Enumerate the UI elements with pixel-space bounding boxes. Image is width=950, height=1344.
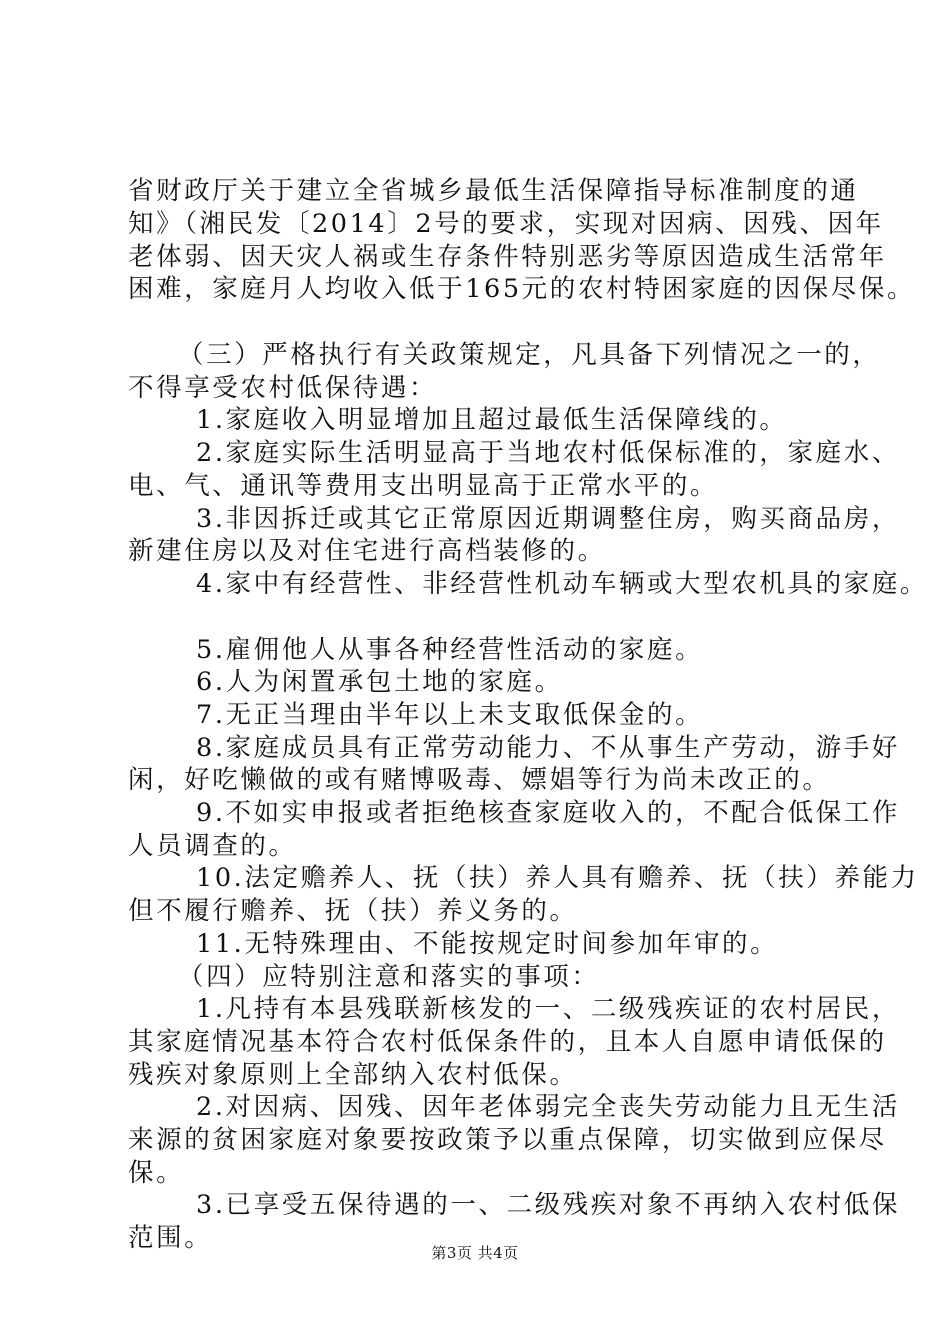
text-line: 范围。: [128, 1223, 213, 1253]
text-line: 3.已享受五保待遇的一、二级残疾对象不再纳入农村低保: [196, 1190, 900, 1220]
text-line: 8.家庭成员具有正常劳动能力、不从事生产劳动，游手好: [196, 733, 900, 763]
text-line: 知》（湘民发〔2014〕2号的要求，实现对因病、因残、因年: [128, 209, 884, 239]
text-line: 4.家中有经营性、非经营性机动车辆或大型农机具的家庭。: [196, 569, 929, 599]
text-line: 电、气、通讯等费用支出明显高于正常水平的。: [128, 471, 719, 501]
text-line: 不得享受农村低保待遇：: [128, 373, 438, 403]
text-line: 残疾对象原则上全部纳入农村低保。: [128, 1060, 578, 1090]
text-line: 1.凡持有本县残联新核发的一、二级残疾证的农村居民，: [196, 994, 900, 1024]
text-line: 来源的贫困家庭对象要按政策予以重点保障，切实做到应保尽: [128, 1125, 887, 1155]
text-line: 闲，好吃懒做的或有赌博吸毒、嫖娼等行为尚未改正的。: [128, 765, 831, 795]
text-line: 2.对因病、因残、因年老体弱完全丧失劳动能力且无生活: [196, 1092, 900, 1122]
text-line: 6.人为闲置承包土地的家庭。: [196, 667, 563, 697]
text-line: （三）严格执行有关政策规定，凡具备下列情况之一的，: [178, 340, 881, 370]
page-number-footer: 第3页 共4页: [431, 1244, 519, 1262]
text-line: 新建住房以及对住宅进行高档装修的。: [128, 536, 606, 566]
text-line: 9.不如实申报或者拒绝核查家庭收入的，不配合低保工作: [196, 798, 900, 828]
text-line: 省财政厅关于建立全省城乡最低生活保障指导标准制度的通: [128, 176, 859, 206]
text-line: 11.无特殊理由、不能按规定时间参加年审的。: [196, 929, 779, 959]
text-line: 困难，家庭月人均收入低于165元的农村特困家庭的因保尽保。: [128, 274, 916, 304]
text-line: 其家庭情况基本符合农村低保条件的，且本人自愿申请低保的: [128, 1027, 887, 1057]
text-line: 保。: [128, 1158, 185, 1188]
text-line: 2.家庭实际生活明显高于当地农村低保标准的，家庭水、: [196, 438, 900, 468]
text-line: 老体弱、因天灾人祸或生存条件特别恶劣等原因造成生活常年: [128, 242, 887, 272]
text-line: 人员调查的。: [128, 831, 297, 861]
text-line: 10.法定赡养人、抚（扶）养人具有赡养、抚（扶）养能力: [196, 863, 919, 893]
text-line: 3.非因拆迁或其它正常原因近期调整住房，购买商品房，: [196, 504, 900, 534]
text-line: （四）应特别注意和落实的事项：: [178, 962, 600, 992]
text-line: 1.家庭收入明显增加且超过最低生活保障线的。: [196, 405, 788, 435]
text-line: 但不履行赡养、抚（扶）养义务的。: [128, 896, 578, 926]
text-line: 7.无正当理由半年以上未支取低保金的。: [196, 700, 704, 730]
text-line: 5.雇佣他人从事各种经营性活动的家庭。: [196, 635, 704, 665]
